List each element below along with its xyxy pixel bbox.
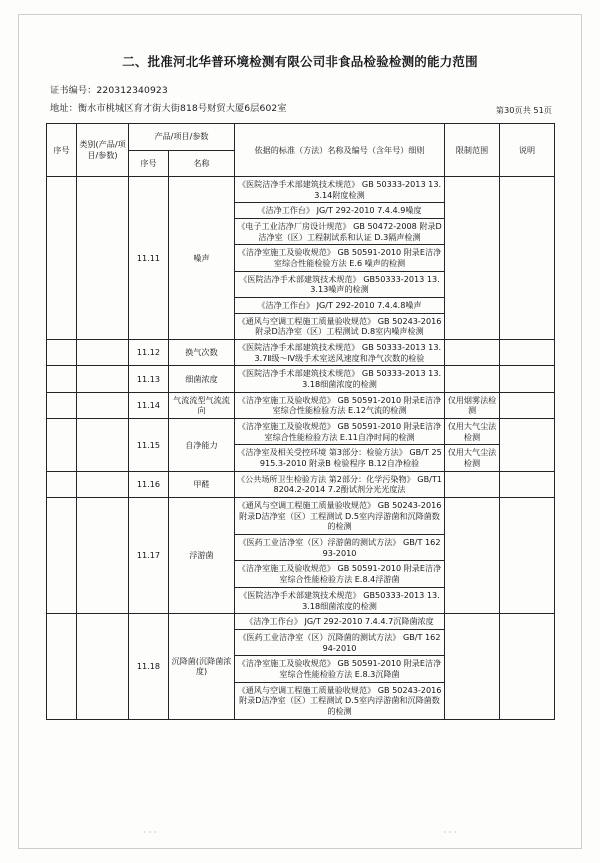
cell-sub-seq: 11.16	[129, 471, 169, 497]
cell-limit	[445, 614, 500, 719]
cell-standard: 《通风与空调工程施工质量验收规范》 GB 50243-2016 附录D洁净室（区）工程测试 D.5室内浮游菌和沉降菌数的检测	[235, 498, 445, 535]
cell-remark	[500, 177, 555, 340]
cell-sub-seq: 11.14	[129, 392, 169, 418]
cell-name: 细菌浓度	[169, 366, 235, 392]
cell-category	[77, 392, 129, 418]
table-row	[47, 340, 555, 366]
cell-name: 气流流型气流流向	[169, 392, 235, 418]
cell-seq	[47, 177, 77, 340]
cell-limit	[445, 498, 500, 614]
cell-category	[77, 419, 129, 472]
table-row	[47, 392, 555, 418]
cell-remark	[500, 366, 555, 392]
cell-seq	[47, 471, 77, 497]
table-header-row	[47, 124, 555, 151]
cell-limit: 仅用大气尘法检测	[445, 419, 500, 445]
cell-sub-seq: 11.11	[129, 177, 169, 340]
table-row	[47, 471, 555, 497]
footer-left-marks: · · ·	[143, 828, 157, 837]
header-limit: 限制范围	[445, 124, 500, 177]
cell-name: 浮游菌	[169, 498, 235, 614]
cell-standard: 《医院洁净手术部建筑技术规范》 GB 50333-2013 13.3.18细菌浓度的检测	[235, 366, 445, 392]
header-standard: 依据的标准（方法）名称及编号（含年号）细则	[235, 124, 445, 177]
cell-category	[77, 614, 129, 719]
header-remark: 说明	[500, 124, 555, 177]
header-sub-seq: 序号	[129, 150, 169, 177]
cell-standard: 《医院洁净手术部建筑技术规范》 GB 50333-2013 13.3.14附度检测	[235, 177, 445, 203]
address-line: 地址：衡水市桃城区育才街大街818号财贸大厦6层602室	[50, 103, 287, 114]
cell-seq	[47, 419, 77, 472]
cell-limit	[445, 471, 500, 497]
cell-remark	[500, 392, 555, 418]
cell-standard: 《洁净工作台》 JG/T 292-2010 7.4.4.9噪度	[235, 203, 445, 219]
cell-standard: 《洁净室施工及验收规范》 GB 50591-2010 附录E洁净室综合性能检验方法 E.11自净时间的检测	[235, 419, 445, 445]
cell-standard: 《医院洁净手术部建筑技术规范》 GB 50333-2013 13.3.7Ⅱ级～Ⅳ级手术室送风速度和净气次数的检验	[235, 340, 445, 366]
table-row	[47, 419, 555, 445]
cell-remark	[500, 614, 555, 719]
cell-sub-seq: 11.12	[129, 340, 169, 366]
cell-limit: 仅用烟雾法检测	[445, 392, 500, 418]
cell-category	[77, 498, 129, 614]
cell-standard: 《通风与空调工程施工质量验收规范》 GB 50243-2016 附录D洁净室（区）工程测试 D.8室内噪声检测	[235, 313, 445, 339]
header-name: 名称	[169, 150, 235, 177]
certificate-number: 证书编号：220312340923	[50, 85, 168, 96]
cell-name: 甲醛	[169, 471, 235, 497]
cell-name: 换气次数	[169, 340, 235, 366]
cell-seq	[47, 614, 77, 719]
cell-standard: 《洁净室及相关受控环境 第3部分：检验方法》 GB/T 25915.3-2010 附录B 检验程序 B.12自净检验	[235, 445, 445, 471]
cell-standard: 《洁净室施工及验收规范》 GB 50591-2010 附录E洁净室综合性能检验方法 E.6 噪声的检测	[235, 245, 445, 271]
page-content	[46, 52, 554, 720]
cell-standard: 《医院洁净手术部建筑技术规范》 GB50333-2013 13.3.13噪声的检测	[235, 271, 445, 297]
header-category: 类别(产品/项目/参数)	[77, 124, 129, 177]
cell-standard: 《电子工业洁净厂房设计规范》 GB 50472-2008 附录D洁净室（区）工程制试系和认证 D.3隔声检测	[235, 219, 445, 245]
address-row	[46, 98, 554, 116]
cell-standard: 《通风与空调工程施工质量验收规范》 GB 50243-2016 附录D洁净室（区）工程测试 D.5室内浮游菌和沉降菌数的检测	[235, 682, 445, 719]
cell-remark	[500, 419, 555, 472]
cell-standard: 《洁净工作台》 JG/T 292-2010 7.4.4.7沉降菌浓度	[235, 614, 445, 630]
cell-sub-seq: 11.15	[129, 419, 169, 472]
cell-standard: 《医药工业洁净室（区）沉降菌的测试方法》 GB/T 16294-2010	[235, 629, 445, 655]
cell-category	[77, 340, 129, 366]
cell-standard: 《医药工业洁净室（区）浮游菌的测试方法》 GB/T 16293-2010	[235, 535, 445, 561]
cell-sub-seq: 11.18	[129, 614, 169, 719]
page-number: 第30页共 51页	[495, 105, 552, 115]
cell-limit	[445, 366, 500, 392]
table-row	[47, 498, 555, 535]
table-row	[47, 366, 555, 392]
cell-standard: 《医院洁净手术部建筑技术规范》 GB50333-2013 13.3.18细菌浓度的检测	[235, 587, 445, 613]
cell-standard: 《洁净室施工及验收规范》 GB 50591-2010 附录E洁净室综合性能检验方法 E.8.3沉降菌	[235, 656, 445, 682]
cell-sub-seq: 11.13	[129, 366, 169, 392]
cell-standard: 《洁净室施工及验收规范》 GB 50591-2010 附录E洁净室综合性能检验方法 E.12气流的检测	[235, 392, 445, 418]
cell-limit: 仅用大气尘法检测	[445, 445, 500, 471]
table-row	[47, 614, 555, 630]
cell-sub-seq: 11.17	[129, 498, 169, 614]
capability-table	[46, 123, 555, 720]
footer-right-marks: · · ·	[443, 828, 457, 837]
cell-category	[77, 177, 129, 340]
cell-limit	[445, 340, 500, 366]
page-title: 二、批准河北华普环境检测有限公司非食品检验检测的能力范围	[122, 54, 478, 69]
header-product-group: 产品/项目/参数	[129, 124, 235, 151]
page-footer	[0, 828, 600, 837]
cell-category	[77, 366, 129, 392]
cell-standard: 《洁净工作台》 JG/T 292-2010 7.4.4.8噪声	[235, 298, 445, 314]
cell-category	[77, 471, 129, 497]
cell-seq	[47, 392, 77, 418]
cell-standard: 《洁净室施工及验收规范》 GB 50591-2010 附录E洁净室综合性能检验方法 E.8.4浮游菌	[235, 561, 445, 587]
cell-standard: 《公共场所卫生检验方法 第2部分：化学污染物》 GB/T18204.2-2014 7.2酚试剂分光光度法	[235, 471, 445, 497]
cell-seq	[47, 366, 77, 392]
cell-remark	[500, 471, 555, 497]
cell-seq	[47, 340, 77, 366]
table-row	[47, 177, 555, 203]
cell-limit	[445, 177, 500, 340]
cell-name: 自净能力	[169, 419, 235, 472]
header-seq: 序号	[47, 124, 77, 177]
cell-name: 沉降菌(沉降菌浓度)	[169, 614, 235, 719]
cell-name: 噪声	[169, 177, 235, 340]
cell-remark	[500, 498, 555, 614]
cell-seq	[47, 498, 77, 614]
cell-remark	[500, 340, 555, 366]
